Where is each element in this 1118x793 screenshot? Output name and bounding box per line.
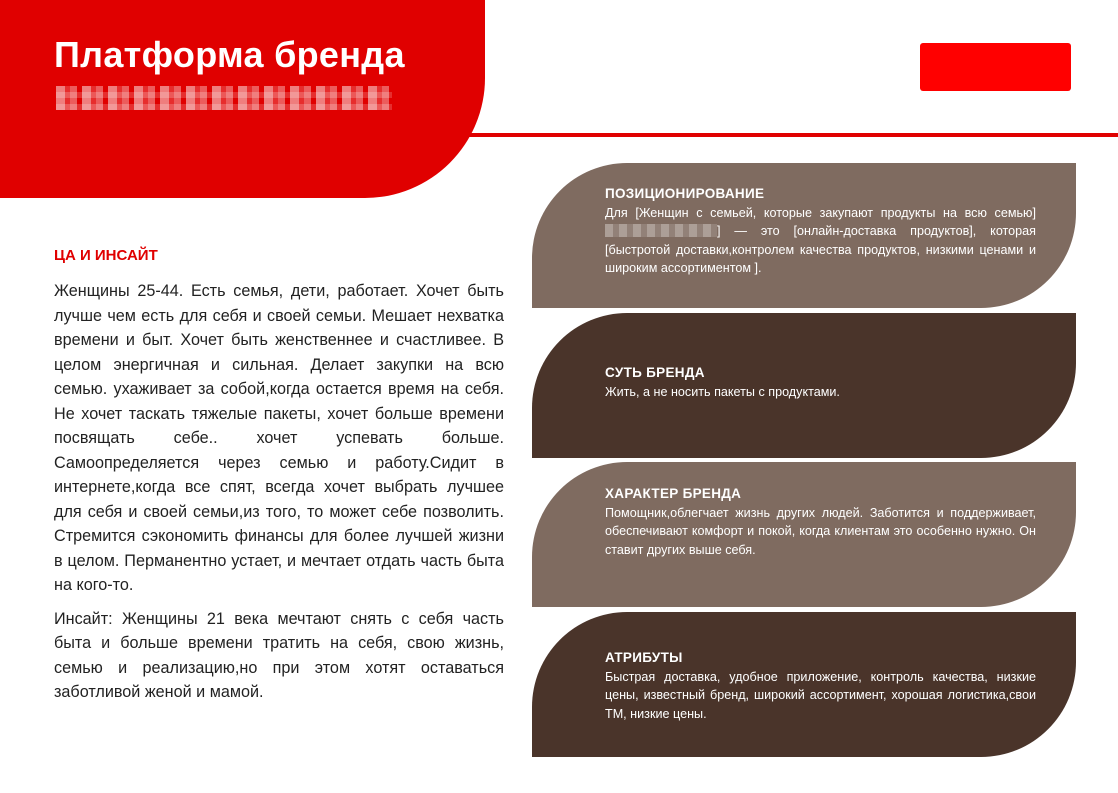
card-title: ПОЗИЦИОНИРОВАНИЕ bbox=[605, 186, 765, 201]
card-text: Помощник,облегчает жизнь других людей. Заботится и поддерживает, обеспечивают комфорт и покой, когда клиентам это особенно нужно. Он ставит других выше себя. bbox=[605, 506, 1036, 557]
card-brand-character bbox=[532, 462, 1076, 607]
card-attributes bbox=[532, 612, 1076, 757]
card-title: ХАРАКТЕР БРЕНДА bbox=[605, 486, 742, 501]
redacted-subtitle bbox=[56, 86, 392, 110]
card-title: СУТЬ БРЕНДА bbox=[605, 365, 705, 380]
card-text-part: ] — это [онлайн-доставка продуктов], которая [быстротой доставки,контролем качества продуктов, низкими ценами и широким ассортиментом ]. bbox=[605, 224, 1036, 275]
top-right-red-block bbox=[920, 43, 1071, 91]
insight-paragraph: Инсайт: Женщины 21 века мечтают снять с себя часть быта и больше времени тратить на себя, свою жизнь, семью и реализацию,но при этом хотят оставаться заботливой женой и мамой. bbox=[54, 609, 504, 701]
card-text-part: Для [Женщин с семьей, которые закупают продукты на всю семью] bbox=[605, 206, 1036, 220]
header-divider-line bbox=[0, 133, 1118, 137]
card-title: АТРИБУТЫ bbox=[605, 650, 683, 665]
card-text bbox=[605, 204, 1036, 277]
card-brand-essence bbox=[532, 313, 1076, 458]
page-title: Платформа бренда bbox=[54, 34, 405, 75]
card-text: Быстрая доставка, удобное приложение, контроль качества, низкие цены, известный бренд, широкий ассортимент, хорошая логистика,свои ТМ, низкие цены. bbox=[605, 670, 1036, 721]
redacted-brand-name bbox=[605, 224, 717, 237]
audience-insight-text bbox=[54, 279, 504, 714]
section-heading-audience-insight: ЦА И ИНСАЙТ bbox=[54, 247, 158, 264]
audience-paragraph: Женщины 25-44. Есть семья, дети, работает. Хочет быть лучше чем есть для себя и своей семьи. Мешает нехватка времени и быт. Хочет быть женственнее и счастливее. В целом энергичная и сильная. Делает закупки на всю семью. ухаживает за собой,когда остается время на себя. Не хочет таскать тяжелые пакеты, хочет больше времени посвящать себе.. хочет успевать больше. Самоопределяется через семью и работу.Сидит в интернете,когда все спят, всегда хочет выбрать лучшее для себя и своей семьи,из того, то может себе позволить. Стремится сэкономить финансы для более лучшей жизни в целом. Перманентно устает, и мечтает отдать часть быта на кого-то. bbox=[54, 282, 504, 594]
card-positioning bbox=[532, 163, 1076, 308]
card-text: Жить, а не носить пакеты с продуктами. bbox=[605, 385, 840, 399]
